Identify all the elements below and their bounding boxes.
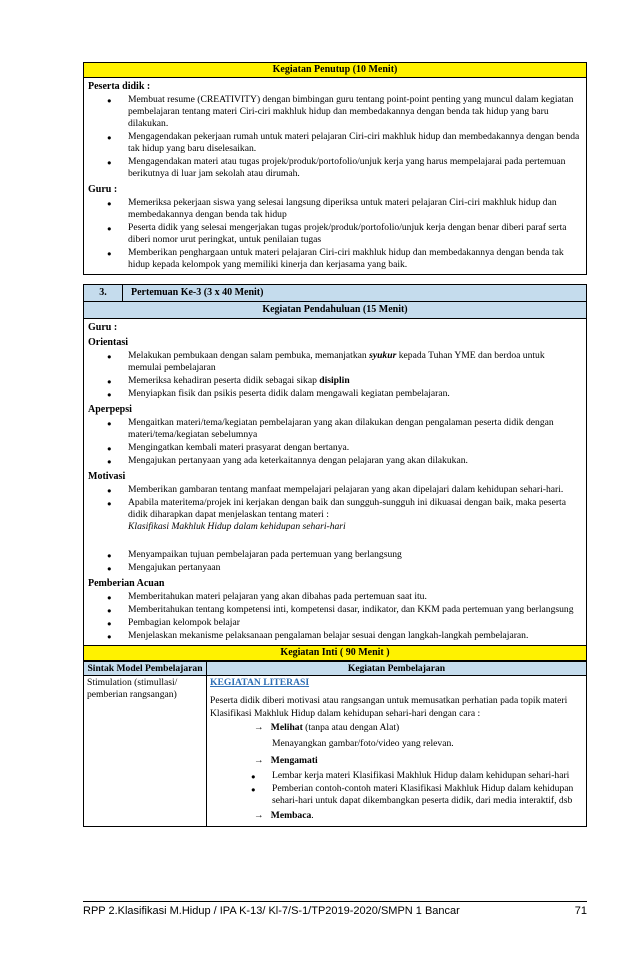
inti-table bbox=[84, 661, 586, 826]
list-item: ● Mengagendakan pekerjaan rumah untuk materi pelajaran Ciri-ciri makhluk hidup dan membedakannya dengan benda tak hidup yang baru diselesaikan. bbox=[128, 131, 580, 155]
list-item: ● Memberitahukan tentang kompetensi inti, kompetensi dasar, indikator, dan KKM pada pertemuan yang berlangsung bbox=[128, 604, 580, 616]
motivasi-label: Motivasi bbox=[88, 471, 126, 482]
acuan-list bbox=[84, 591, 586, 642]
literasi-intro: Peserta didik diberi motivasi atau rangsangan untuk memusatkan perhatian pada topik materi Klasifikasi Makhluk Hidup dalam kehidupan sehari-hari dengan cara : bbox=[210, 695, 568, 719]
motivasi-list bbox=[84, 484, 586, 574]
list-item: ● Memeriksa pekerjaan siswa yang selesai langsung diperiksa untuk materi pelajaran Ciri-ciri makhluk hidup dan membedakannya dengan benda tak hidup bbox=[128, 197, 580, 221]
peserta-list bbox=[84, 94, 586, 180]
list-item: ● Memberitahukan materi pelajaran yang akan dibahas pada pertemuan saat itu. bbox=[128, 591, 580, 603]
page-footer bbox=[83, 901, 587, 918]
melihat-line: → Melihat (tanpa atau dengan Alat) bbox=[254, 722, 400, 734]
kegiatan-cell bbox=[207, 676, 587, 827]
list-item: ● Lembar kerja materi Klasifikasi Makhluk Hidup dalam kehidupan sehari-hari bbox=[272, 770, 581, 782]
inti-header: Kegiatan Inti ( 90 Menit ) bbox=[84, 645, 586, 661]
list-item: ● Mengajukan pertanyaan bbox=[128, 562, 580, 574]
membaca-line: → Membaca. bbox=[254, 809, 314, 821]
acuan-label: Pemberian Acuan bbox=[88, 578, 165, 589]
pertemuan-row bbox=[84, 285, 586, 302]
arrow-icon: → bbox=[254, 755, 264, 767]
orientasi-list bbox=[84, 350, 586, 400]
sintak-cell: Stimulation (stimullasi/ pemberian rangsangan) bbox=[84, 676, 207, 827]
apersepsi-label: Aperpepsi bbox=[88, 404, 132, 415]
pertemuan-title: Pertemuan Ke-3 (3 x 40 Menit) bbox=[131, 287, 264, 298]
list-item: ● Mengagendakan materi atau tugas projek/produk/portofolio/unjuk kerja yang harus mempelajarai pada pertemuan berikutnya di luar jam sekolah atau dirumah. bbox=[128, 156, 580, 180]
arrow-icon: → bbox=[254, 722, 264, 734]
list-item: ● Pemberian contoh-contoh materi Klasifikasi Makhluk Hidup dalam kehidupan sehari-hari untuk dapat dikembangkan peserta didik, dari media interaktif, dsb bbox=[272, 783, 581, 807]
guru-list bbox=[84, 197, 586, 271]
list-item: ● Pembagian kelompok belajar bbox=[128, 617, 580, 629]
list-item: ● Mengajukan pertanyaan yang ada keterkaitannya dengan pelajaran yang akan dilakukan. bbox=[128, 455, 580, 467]
pendahuluan-header: Kegiatan Pendahuluan (15 Menit) bbox=[84, 302, 586, 319]
list-item: ● Membuat resume (CREATIVITY) dengan bimbingan guru tentang point-point penting yang muncul dalam kegiatan pembelajaran tentang materi Ciri-ciri makhluk hidup dan membedakannya dengan benda tak hidup yang baru dilakukan. bbox=[128, 94, 580, 130]
penutup-header: Kegiatan Penutup (10 Menit) bbox=[84, 63, 586, 78]
pertemuan-block bbox=[83, 284, 587, 827]
list-item: ● Menyiapkan fisik dan psikis peserta didik dalam mengawali kegiatan pembelajaran. bbox=[128, 388, 580, 400]
list-item: ● Apabila materitema/projek ini kerjakan dengan baik dan sungguh-sungguh ini dikuasai dengan baik, maka peserta didik diharapkan dapat menjelaskan tentang materi : Klasifikasi Makhluk Hidup dalam kehidupan sehari-hari bbox=[128, 497, 580, 533]
pertemuan-number: 3. bbox=[84, 285, 123, 301]
orientasi-label: Orientasi bbox=[88, 337, 128, 348]
col-kegiatan-header: Kegiatan Pembelajaran bbox=[207, 662, 587, 676]
literasi-heading: KEGIATAN LITERASI bbox=[210, 677, 310, 688]
list-item: ● Mengingatkan kembali materi prasyarat dengan bertanya. bbox=[128, 442, 580, 454]
list-item: ● Menjelaskan mekanisme pelaksanaan pengalaman belajar sesuai dengan langkah-langkah pembelajaran. bbox=[128, 630, 580, 642]
guru-label: Guru : bbox=[88, 184, 118, 195]
apersepsi-list bbox=[84, 417, 586, 467]
motivasi-topic: Klasifikasi Makhluk Hidup dalam kehidupan sehari-hari bbox=[128, 521, 346, 532]
page-number: 71 bbox=[574, 905, 587, 917]
melihat-detail: Menayangkan gambar/foto/video yang relevan. bbox=[272, 737, 454, 749]
peserta-label: Peserta didik : bbox=[88, 81, 151, 92]
arrow-icon: → bbox=[254, 809, 264, 821]
list-item: ● Memberikan gambaran tentang manfaat mempelajari pelajaran yang akan dipelajari dalam kehidupan sehari-hari. bbox=[128, 484, 580, 496]
list-item: ● Peserta didik yang selesai mengerjakan tugas projek/produk/portofolio/unjuk kerja dengan benar diberi paraf serta diberi nomor urut peringkat, untuk penilaian tugas bbox=[128, 222, 580, 246]
list-item: ● Memeriksa kehadiran peserta didik sebagai sikap disiplin bbox=[128, 375, 580, 387]
footer-text: RPP 2.Klasifikasi M.Hidup / IPA K-13/ Kl-7/S-1/TP2019-2020/SMPN 1 Bancar bbox=[83, 905, 460, 917]
list-item: ● Menyampaikan tujuan pembelajaran pada pertemuan yang berlangsung bbox=[128, 549, 580, 561]
penutup-block bbox=[83, 62, 587, 275]
guru-label: Guru : bbox=[88, 322, 118, 333]
list-item: ● Memberikan penghargaan untuk materi pelajaran Ciri-ciri makhluk hidup dan membedakannya dengan benda tak hidup kepada kelompok yang memiliki kinerja dan kerjasama yang baik. bbox=[128, 247, 580, 271]
mengamati-list bbox=[210, 770, 583, 807]
list-item: ● Melakukan pembukaan dengan salam pembuka, memanjatkan syukur kepada Tuhan YME dan berdoa untuk memulai pembelajaran bbox=[128, 350, 580, 374]
mengamati-line: → Mengamati bbox=[254, 755, 318, 767]
col-sintak-header: Sintak Model Pembelajaran bbox=[84, 662, 207, 676]
list-item: ● Mengaitkan materi/tema/kegiatan pembelajaran yang akan dilakukan dengan pengalaman peserta didik dengan materi/tema/kegiatan sebelumnya bbox=[128, 417, 580, 441]
